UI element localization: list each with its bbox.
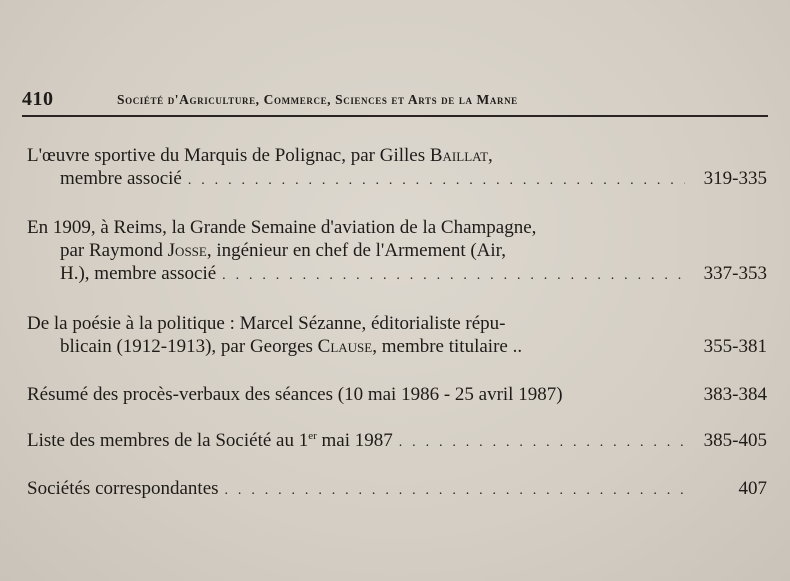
entry-leader-line	[27, 335, 767, 358]
ordinal-superscript: er	[308, 430, 317, 442]
dot-leader	[188, 169, 685, 192]
toc-entry	[27, 429, 767, 452]
dot-leader	[225, 479, 685, 502]
entry-text: par Raymond	[60, 240, 168, 261]
page-range: 355-381	[703, 336, 767, 357]
header-rule	[22, 115, 768, 117]
entry-title: En 1909, à Reims, la Grande Semaine d'aviation de la Champagne,	[27, 217, 537, 238]
entry-punct: ,	[488, 145, 493, 166]
entry-text: , ingénieur en chef de l'Armement (Air,	[206, 240, 507, 261]
dot-leader	[399, 431, 685, 454]
entry-text-part: , membre titulaire ..	[372, 336, 523, 357]
entry-leader-line	[27, 262, 767, 285]
entry-leader-line	[27, 429, 767, 452]
author-name: Clause	[317, 336, 373, 357]
entry-title-line	[27, 144, 767, 167]
entry-leader-line	[27, 477, 767, 500]
entry-text-part: Liste des membres de la Société au 1	[27, 430, 309, 451]
entry-leader-line	[27, 383, 767, 406]
toc-entry	[27, 312, 767, 358]
page-range: 337-353	[703, 263, 767, 284]
entry-title-line	[27, 312, 767, 335]
entry-title	[27, 429, 393, 452]
dot-leader	[222, 264, 685, 287]
entry-title: De la poésie à la politique : Marcel Sézanne, éditorialiste répu-	[27, 313, 506, 334]
running-head: Société d'Agriculture, Commerce, Sciences et Arts de la Marne	[117, 92, 518, 107]
entry-title-line	[27, 216, 767, 239]
entry-text: membre associé	[60, 168, 182, 189]
page-range: 319-335	[703, 168, 767, 189]
page-number: 410	[22, 88, 54, 110]
entry-title: Sociétés correspondantes	[27, 478, 219, 499]
author-name: Josse	[167, 240, 207, 261]
entry-text-part: mai 1987	[316, 430, 393, 451]
entry-title: Résumé des procès-verbaux des séances (10 mai 1986 - 25 avril 1987)	[27, 384, 563, 405]
page-range: 385-405	[703, 430, 767, 451]
page-header	[22, 88, 768, 114]
entry-leader-line	[27, 167, 767, 190]
page-range: 407	[738, 478, 767, 499]
entry-text: H.), membre associé	[60, 263, 217, 284]
page-range: 383-384	[703, 384, 767, 405]
entry-text	[60, 335, 522, 358]
entry-text-line	[27, 239, 767, 262]
entry-title: L'œuvre sportive du Marquis de Polignac, par Gilles	[27, 145, 430, 166]
toc-entry	[27, 144, 767, 190]
toc-entry	[27, 477, 767, 500]
toc-entry	[27, 216, 767, 285]
entry-text-part: blicain (1912-1913), par Georges	[60, 336, 318, 357]
toc-entry	[27, 383, 767, 406]
author-name: Baillat	[429, 145, 489, 166]
